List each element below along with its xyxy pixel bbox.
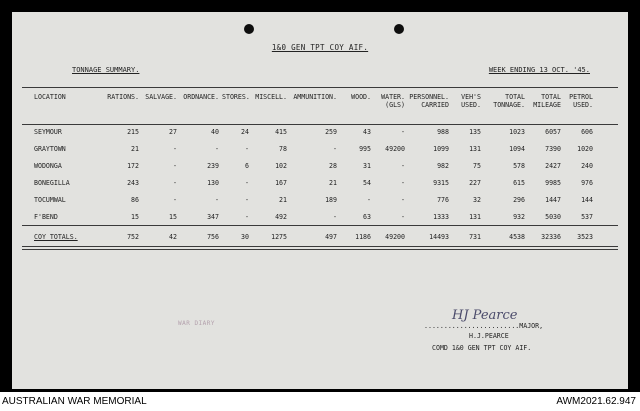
column-header-stores: STORES. — [222, 93, 250, 101]
column-header-rations: RATIONS. — [107, 93, 139, 101]
cell-water: 49200 — [385, 144, 405, 153]
cell-petrol: 537 — [581, 212, 593, 221]
cell-personnel: 982 — [437, 161, 449, 170]
cell-miscell: 415 — [275, 127, 287, 136]
cell-petrol: 240 — [581, 161, 593, 170]
cell-salvage: 27 — [169, 127, 177, 136]
cell-ammunition: - — [333, 144, 337, 153]
cell-salvage: - — [173, 195, 177, 204]
cell-tonnage: 1023 — [509, 127, 525, 136]
cell-mileage: 5030 — [545, 212, 561, 221]
cell-tonnage: 932 — [513, 212, 525, 221]
war-diary-stamp: WAR DIARY — [178, 320, 216, 327]
tonnage-summary-label: TONNAGE SUMMARY. — [72, 66, 140, 74]
cell-stores: - — [245, 178, 249, 187]
column-header-ordnance: ORDNANCE. — [183, 93, 219, 101]
cell-vehs: 32 — [473, 195, 481, 204]
cell-petrol: 144 — [581, 195, 593, 204]
cell-vehs: 131 — [469, 144, 481, 153]
table-row — [26, 140, 596, 157]
table-row — [26, 123, 596, 140]
cell-water: - — [401, 161, 405, 170]
cell-miscell: 78 — [279, 144, 287, 153]
cell-water: - — [401, 195, 405, 204]
cell-miscell: 492 — [275, 212, 287, 221]
column-header-salvage: SALVAGE. — [145, 93, 177, 101]
column-header-vehs: VEH'S USED. — [461, 93, 481, 109]
signatory-name: H.J.PEARCE — [469, 332, 509, 340]
cell-rations: 21 — [131, 144, 139, 153]
cell-ordnance: 40 — [211, 127, 219, 136]
cell-personnel: 9315 — [433, 178, 449, 187]
cell-location: BONEGILLA — [34, 178, 70, 187]
cell-ordnance: 239 — [207, 161, 219, 170]
cell-vehs: 135 — [469, 127, 481, 136]
total-salvage: 42 — [169, 233, 177, 241]
cell-salvage: 15 — [169, 212, 177, 221]
cell-ammunition: 189 — [325, 195, 337, 204]
column-header-personnel: PERSONNEL. CARRIED — [409, 93, 449, 109]
cell-wood: 54 — [363, 178, 371, 187]
total-ammunition: 497 — [325, 233, 337, 241]
cell-rations: 86 — [131, 195, 139, 204]
cell-personnel: 1099 — [433, 144, 449, 153]
total-location: COY TOTALS. — [34, 233, 78, 241]
total-personnel: 14493 — [429, 233, 449, 241]
cell-ordnance: 347 — [207, 212, 219, 221]
column-header-tonnage: TOTAL TONNAGE. — [493, 93, 525, 109]
cell-miscell: 21 — [279, 195, 287, 204]
cell-location: F'BEND — [34, 212, 58, 221]
column-header-ammunition: AMMUNITION. — [293, 93, 337, 101]
cell-petrol: 1020 — [577, 144, 593, 153]
footer-accession-number: AWM2021.62.947 — [556, 396, 636, 407]
totals-table — [26, 228, 596, 246]
table-header-row — [26, 93, 596, 123]
column-header-petrol: PETROL USED. — [569, 93, 593, 109]
cell-personnel: 1333 — [433, 212, 449, 221]
column-header-mileage: TOTAL MILEAGE — [533, 93, 561, 109]
total-stores: 30 — [241, 233, 249, 241]
cell-location: GRAYTOWN — [34, 144, 66, 153]
cell-stores: 6 — [245, 161, 249, 170]
footer-institution: AUSTRALIAN WAR MEMORIAL — [2, 396, 147, 407]
cell-petrol: 606 — [581, 127, 593, 136]
rule-above-totals — [22, 225, 618, 226]
cell-ammunition: - — [333, 212, 337, 221]
cell-ordnance: - — [215, 195, 219, 204]
total-water: 49200 — [385, 233, 405, 241]
signatory-rank-line: ........................MAJOR, — [424, 322, 544, 330]
total-mileage: 32336 — [541, 233, 561, 241]
document-heading: 1&0 GEN TPT COY AIF. — [271, 43, 369, 52]
cell-location: WODONGA — [34, 161, 62, 170]
cell-mileage: 6057 — [545, 127, 561, 136]
cell-tonnage: 296 — [513, 195, 525, 204]
cell-miscell: 102 — [275, 161, 287, 170]
cell-vehs: 131 — [469, 212, 481, 221]
cell-personnel: 776 — [437, 195, 449, 204]
cell-water: - — [401, 178, 405, 187]
table-row — [26, 157, 596, 174]
cell-wood: - — [367, 195, 371, 204]
column-header-wood: WOOD. — [351, 93, 371, 101]
cell-petrol: 976 — [581, 178, 593, 187]
cell-rations: 15 — [131, 212, 139, 221]
table-row — [26, 174, 596, 191]
cell-ordnance: - — [215, 144, 219, 153]
cell-water: - — [401, 212, 405, 221]
cell-stores: - — [245, 212, 249, 221]
cell-stores: - — [245, 144, 249, 153]
cell-salvage: - — [173, 178, 177, 187]
cell-mileage: 1447 — [545, 195, 561, 204]
total-petrol: 3523 — [577, 233, 593, 241]
rule-below-totals-double — [22, 249, 618, 250]
punch-hole-right — [394, 24, 404, 34]
cell-mileage: 7390 — [545, 144, 561, 153]
cell-rations: 243 — [127, 178, 139, 187]
cell-mileage: 2427 — [545, 161, 561, 170]
total-rations: 752 — [127, 233, 139, 241]
total-ordnance: 756 — [207, 233, 219, 241]
cell-location: SEYMOUR — [34, 127, 62, 136]
cell-mileage: 9985 — [545, 178, 561, 187]
cell-wood: 995 — [359, 144, 371, 153]
punch-hole-left — [244, 24, 254, 34]
table-row — [26, 208, 596, 225]
week-ending-label: WEEK ENDING 13 OCT. '45. — [488, 66, 590, 74]
total-tonnage: 4538 — [509, 233, 525, 241]
tonnage-table — [26, 93, 596, 225]
column-header-location: LOCATION — [34, 93, 66, 101]
cell-rations: 215 — [127, 127, 139, 136]
rule-below-totals — [22, 246, 618, 247]
cell-stores: - — [245, 195, 249, 204]
cell-rations: 172 — [127, 161, 139, 170]
cell-location: TOCUMWAL — [34, 195, 66, 204]
column-header-miscell: MISCELL. — [255, 93, 287, 101]
table-row — [26, 191, 596, 208]
cell-wood: 43 — [363, 127, 371, 136]
cell-wood: 31 — [363, 161, 371, 170]
column-header-water: WATER. (GLS) — [381, 93, 405, 109]
cell-tonnage: 615 — [513, 178, 525, 187]
cell-tonnage: 1094 — [509, 144, 525, 153]
cell-salvage: - — [173, 161, 177, 170]
cell-salvage: - — [173, 144, 177, 153]
total-miscell: 1275 — [271, 233, 287, 241]
total-vehs: 731 — [469, 233, 481, 241]
signatory-unit: COMD 1&0 GEN TPT COY AIF. — [432, 344, 532, 352]
cell-wood: 63 — [363, 212, 371, 221]
cell-ordnance: 130 — [207, 178, 219, 187]
cell-vehs: 75 — [473, 161, 481, 170]
signature: HJ Pearce — [452, 308, 518, 323]
cell-miscell: 167 — [275, 178, 287, 187]
archive-footer — [0, 392, 640, 411]
cell-ammunition: 28 — [329, 161, 337, 170]
totals-row — [26, 228, 596, 246]
cell-ammunition: 259 — [325, 127, 337, 136]
cell-tonnage: 578 — [513, 161, 525, 170]
cell-water: - — [401, 127, 405, 136]
rule-top — [22, 87, 618, 88]
cell-personnel: 988 — [437, 127, 449, 136]
document-sheet — [12, 12, 628, 389]
cell-stores: 24 — [241, 127, 249, 136]
cell-vehs: 227 — [469, 178, 481, 187]
total-wood: 1186 — [355, 233, 371, 241]
cell-ammunition: 21 — [329, 178, 337, 187]
